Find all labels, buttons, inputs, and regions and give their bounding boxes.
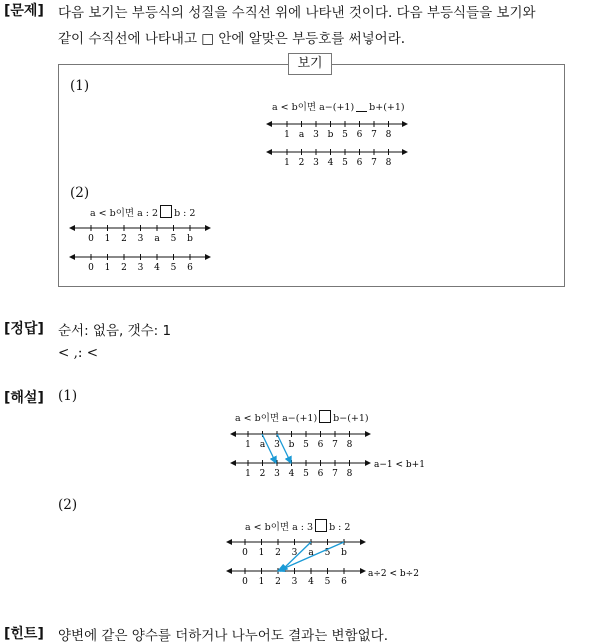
solution2-bottom-line-tick-label: 1 <box>258 577 265 587</box>
example1-bottom-line-tick-label: 8 <box>385 158 392 168</box>
answer-line-1: 순서: 없음, 갯수: 1 <box>58 323 172 339</box>
example1-top-line-tick-label: 7 <box>371 130 377 140</box>
example-part2-label: (2) <box>70 185 90 201</box>
solution2-arrow-b <box>278 542 344 571</box>
solution2-top-line-tick-label: 5 <box>324 548 331 558</box>
solution1-top-line-tick-label: b <box>288 440 295 450</box>
solution1-bottom-line <box>231 460 370 479</box>
example1-bottom-line-tick-label: 5 <box>342 158 348 168</box>
solution-part1-label: (1) <box>58 388 78 404</box>
example2-top-line-tick-label: b <box>187 234 193 244</box>
example1-bottom-line-tick-label: 1 <box>284 158 290 168</box>
solution2-bottom-line-tick-label: 0 <box>242 577 248 587</box>
solution2-bottom-line <box>227 568 365 587</box>
solution-part2-statement-right: b : 2 <box>329 522 351 533</box>
solution1-bottom-line-tick-label: 3 <box>274 469 280 479</box>
solution1-top-line-tick-label: a <box>259 440 266 450</box>
example2-top-line-tick-label: 2 <box>121 234 127 244</box>
example2-top-line <box>70 225 210 244</box>
solution1-top-line-tick-label: 7 <box>332 440 338 450</box>
answer-tag: [정답] <box>4 321 44 337</box>
solution1-top-line-tick-label: 1 <box>245 440 251 450</box>
example2-bottom-line-tick-label: 2 <box>121 263 127 273</box>
solution-part1-statement-right: b−(+1) <box>333 413 369 424</box>
solution2-top-line-tick-label: a <box>308 548 314 558</box>
example1-bottom-line-tick-label: 3 <box>313 158 319 168</box>
solution2-bottom-line-tick-label: 6 <box>341 577 347 587</box>
solution2-bottom-line-tick-label: 2 <box>275 577 281 587</box>
example1-bottom-line-tick-label: 2 <box>298 158 305 168</box>
example2-bottom-line <box>70 254 210 273</box>
hint-text: 양변에 같은 양수를 더하거나 나누어도 결과는 변함없다. <box>58 628 388 644</box>
example1-top-line-tick-label: 5 <box>342 130 348 140</box>
example2-bottom-line-tick-label: 1 <box>104 263 111 273</box>
solution2-bottom-line-tick-label: 4 <box>308 577 314 587</box>
example2-bottom-line-tick-label: 4 <box>154 263 160 273</box>
solution2-bottom-line-tick-label: 3 <box>291 577 298 587</box>
example-part1-statement-right: b+(+1) <box>369 102 405 113</box>
example1-bottom-line-tick-label: 4 <box>327 158 334 168</box>
solution2-top-line <box>227 539 365 558</box>
example2-top-line-tick-label: a <box>154 234 160 244</box>
example1-top-line-tick-label: 3 <box>313 130 319 140</box>
example1-bottom-line-tick-label: 7 <box>371 158 377 168</box>
solution1-top-line-tick-label: 3 <box>274 440 280 450</box>
example2-top-line-tick-label: 1 <box>104 234 111 244</box>
solution1-top-line-tick-label: 6 <box>317 440 324 450</box>
solution1-bottom-line-tick-label: 5 <box>303 469 309 479</box>
solution2-top-line-tick-label: b <box>341 548 347 558</box>
solution1-bottom-line-tick-label: 6 <box>317 469 324 479</box>
example1-top-line-tick-label: 6 <box>356 130 363 140</box>
example2-top-line-tick-label: 3 <box>137 234 144 244</box>
solution1-bottom-line-tick-label: 1 <box>245 469 251 479</box>
solution-part1-result: a−1 < b+1 <box>374 460 425 470</box>
solution2-top-line-tick-label: 1 <box>258 548 265 558</box>
example2-bottom-line-tick-label: 6 <box>187 263 193 273</box>
example-part2-statement-left: a < b이면 a : 2 <box>90 208 159 219</box>
problem-tag: [문제] <box>4 3 44 19</box>
answer-line-2: < ,: < <box>58 345 99 361</box>
example2-bottom-line-tick-label: 3 <box>137 263 144 273</box>
solution1-bottom-line-tick-label: 2 <box>259 469 266 479</box>
example2-top-line-tick-label: 0 <box>88 234 94 244</box>
solution-part2-statement-left: a < b이면 a : 3 <box>245 522 314 533</box>
solution2-bottom-line-tick-label: 5 <box>324 577 331 587</box>
example1-bottom-line-tick-label: 6 <box>356 158 363 168</box>
example2-top-line-tick-label: 5 <box>170 234 177 244</box>
example1-top-line-tick-label: 1 <box>284 130 290 140</box>
solution2-top-line-tick-label: 3 <box>291 548 298 558</box>
example1-bottom-line <box>267 149 407 168</box>
solution-part2-result: a÷2 < b÷2 <box>368 569 419 579</box>
problem-line-1: 다음 보기는 부등식의 성질을 수직선 위에 나타낸 것이다. 다음 부등식들을 보기와 <box>58 5 536 21</box>
example-box-title: 보기 <box>288 53 332 75</box>
example1-top-line <box>267 121 407 140</box>
solution1-top-line-tick-label: 5 <box>303 440 309 450</box>
solution2-top-line-tick-label: 2 <box>275 548 281 558</box>
example-part1-statement-left: a < b이면 a−(+1) <box>272 102 355 113</box>
example2-bottom-line-tick-label: 0 <box>88 263 94 273</box>
hint-tag: [힌트] <box>4 626 44 642</box>
solution2-top-line-tick-label: 0 <box>242 548 248 558</box>
example-part2-statement-right: b : 2 <box>174 208 196 219</box>
solution-part2-label: (2) <box>58 497 78 513</box>
problem-line-2: 같이 수직선에 나타내고 □ 안에 알맞은 부등호를 써넣어라. <box>58 31 406 47</box>
solution1-bottom-line-tick-label: 8 <box>346 469 353 479</box>
solution1-top-line-tick-label: 8 <box>346 440 353 450</box>
example1-top-line-tick-label: 8 <box>385 130 392 140</box>
solution-tag: [해설] <box>4 390 44 406</box>
example-part1-label: (1) <box>70 78 90 94</box>
example2-bottom-line-tick-label: 5 <box>170 263 177 273</box>
example1-top-line-tick-label: b <box>327 130 334 140</box>
solution-part1-statement-left: a < b이면 a−(+1) <box>235 413 318 424</box>
solution1-bottom-line-tick-label: 4 <box>288 469 295 479</box>
solution1-top-line <box>231 431 370 450</box>
example1-top-line-tick-label: a <box>298 130 305 140</box>
solution2-arrow-a <box>281 542 311 571</box>
solution1-bottom-line-tick-label: 7 <box>332 469 338 479</box>
